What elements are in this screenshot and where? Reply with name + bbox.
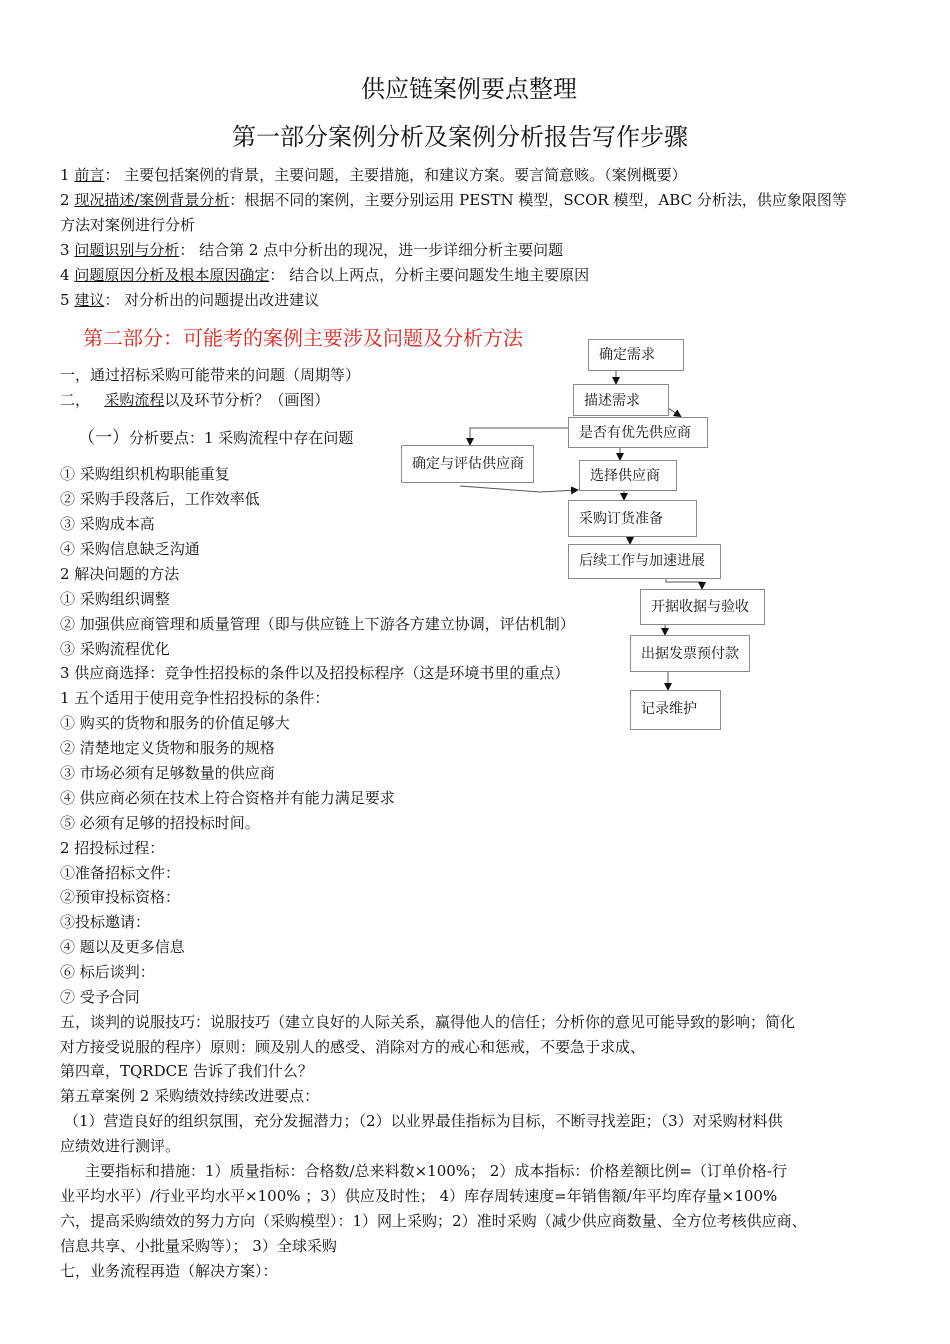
step-2-num: 2 [60,191,75,209]
chapter-5-detail1: （1）营造良好的组织氛围，充分发掘潜力；（2）以业界最佳指标为目标，不断寻找差距；（3）对采购材料供 [64,1112,783,1130]
step-2-cont: 方法对案例进行分析 [60,216,196,234]
step-3-num: 3 [60,241,75,259]
step-4 [60,265,589,285]
flow-box-order-prep: 采购订货准备 [568,500,697,537]
step-1-num: 1 [60,166,75,184]
step-1-text: ： 主要包括案例的背景，主要问题，主要措施，和建议方案。要言简意赅。（案例概要） [104,166,687,184]
chapter-5-line: 第五章案例 2 采购绩效持续改进要点： [60,1087,320,1105]
flow-box-invoice-payment: 出据发票预付款 [630,635,750,672]
flow-box-define-need: 确定需求 [588,339,684,371]
section-1-line: 一，通过招标采购可能带来的问题（周期等） [60,366,361,384]
conditions-title: 1 五个适用于使用竞争性招投标的条件： [60,689,330,707]
list-item: ④ 供应商必须在技术上符合资格并有能力满足要求 [60,789,395,807]
step-3-text: ： 结合第 2 点中分析出的现况，进一步详细分析主要问题 [179,241,564,259]
list-item: ② 加强供应商管理和质量管理（即与供应链上下游各方建立协调，评估机制） [60,615,575,633]
flow-box-follow-up: 后续工作与加速进展 [568,544,721,579]
analysis-points-prefix: （一） [78,428,129,448]
chapter-5-detail2: 应绩效进行测评。 [60,1137,181,1155]
step-3 [60,240,563,260]
list-item: ③投标邀请： [60,913,151,931]
step-5 [60,290,319,310]
list-item: ① 购买的货物和服务的价值足够大 [60,714,290,732]
section-2-suffix: 以及环节分析？（画图） [164,391,330,409]
section-7-line: 七，业务流程再造（解决方案）： [60,1262,278,1280]
arrow-5 [460,486,577,492]
section-6-line2: 信息共享、小批量采购等）； 3）全球采购 [60,1237,337,1255]
step-4-text: ： 结合以上两点，分析主要问题发生地主要原因 [269,266,590,284]
list-item: ③ 采购成本高 [60,515,155,533]
bidding-title: 2 招投标过程： [60,839,165,857]
indicators-line2: 业平均水平）/行业平均水平×100% ；3）供应及时性； 4）库存周转速度=年销售额/年平均库存量×100% [60,1187,778,1205]
flow-box-receipt-inspection: 开据收据与验收 [640,589,765,625]
section-2-prefix: 二， [60,391,105,409]
document-title: 供应链案例要点整理 [361,75,577,103]
chapter-4-line: 第四章，TQRDCE 告诉了我们什么？ [60,1062,313,1080]
list-item: ①准备招标文件： [60,864,181,882]
step-2-label: 现况描述/案例背景分析 [74,191,230,209]
part1-heading: 第一部分案例分析及案例分析报告写作步骤 [232,123,688,151]
list-item: ⑥ 标后谈判： [60,963,155,981]
analysis-points-text: 分析要点：1 采购流程中存在问题 [129,429,354,447]
step-4-num: 4 [60,266,75,284]
analysis-points [78,428,353,448]
list-item: ③ 市场必须有足够数量的供应商 [60,764,275,782]
list-item: ① 采购组织机构职能重复 [60,465,230,483]
step-5-num: 5 [60,291,75,309]
section-5-line1: 五，谈判的说服技巧：说服技巧（建立良好的人际关系，赢得他人的信任；分析你的意见可能导致的影响；简化 [60,1013,796,1031]
flow-box-record-maintenance: 记录维护 [630,690,721,730]
supplier-selection: 3 供应商选择：竞争性招投标的条件以及招投标程序（这是环境书里的重点） [60,664,570,682]
section-6-line1: 六，提高采购绩效的努力方向（采购模型）：1）网上采购；2）准时采购（减少供应商数量、全方位考核供应商、 [60,1212,807,1230]
section-2-line [60,390,329,410]
arrow-2 [668,408,680,416]
step-2 [60,190,847,210]
step-4-label: 问题原因分析及根本原因确定 [74,266,270,284]
flow-box-preferred-supplier: 是否有优先供应商 [568,417,708,448]
list-item: ① 采购组织调整 [60,590,170,608]
flow-box-select-supplier: 选择供应商 [579,460,677,491]
arrow-8 [666,578,702,588]
list-item: ② 清楚地定义货物和服务的规格 [60,739,275,757]
step-5-label: 建议 [74,291,105,309]
list-item: ④ 题以及更多信息 [60,938,185,956]
step-1-label: 前言 [74,166,105,184]
arrow-3 [470,428,568,444]
step-1 [60,165,687,185]
list-item: ③ 采购流程优化 [60,640,170,658]
flow-box-evaluate-supplier: 确定与评估供应商 [401,445,534,483]
list-item: ⑦ 受予合同 [60,988,140,1006]
solve-title: 2 解决问题的方法 [60,565,180,583]
list-item: ④ 采购信息缺乏沟通 [60,540,200,558]
step-2-text: ：根据不同的案例，主要分别运用 PESTN 模型，SCOR 模型，ABC 分析法，供应象限图等 [229,191,847,209]
step-3-label: 问题识别与分析 [74,241,180,259]
part2-heading: 第二部分：可能考的案例主要涉及问题及分析方法 [83,326,523,350]
list-item: ② 采购手段落后，工作效率低 [60,490,260,508]
list-item: ②预审投标资格： [60,888,181,906]
step-5-text: ： 对分析出的问题提出改进建议 [104,291,320,309]
flow-box-describe-need: 描述需求 [573,384,669,416]
section-2-label: 采购流程 [104,391,165,409]
list-item: ⑤ 必须有足够的招投标时间。 [60,814,260,832]
indicators-line1: 主要指标和措施：1）质量指标：合格数/总来料数×100%； 2）成本指标：价格差额比例=（订单价格-行 [85,1162,788,1180]
section-5-line2: 对方接受说服的程序）原则：顾及别人的感受、消除对方的戒心和惩戒，不要急于求成、 [60,1038,646,1056]
